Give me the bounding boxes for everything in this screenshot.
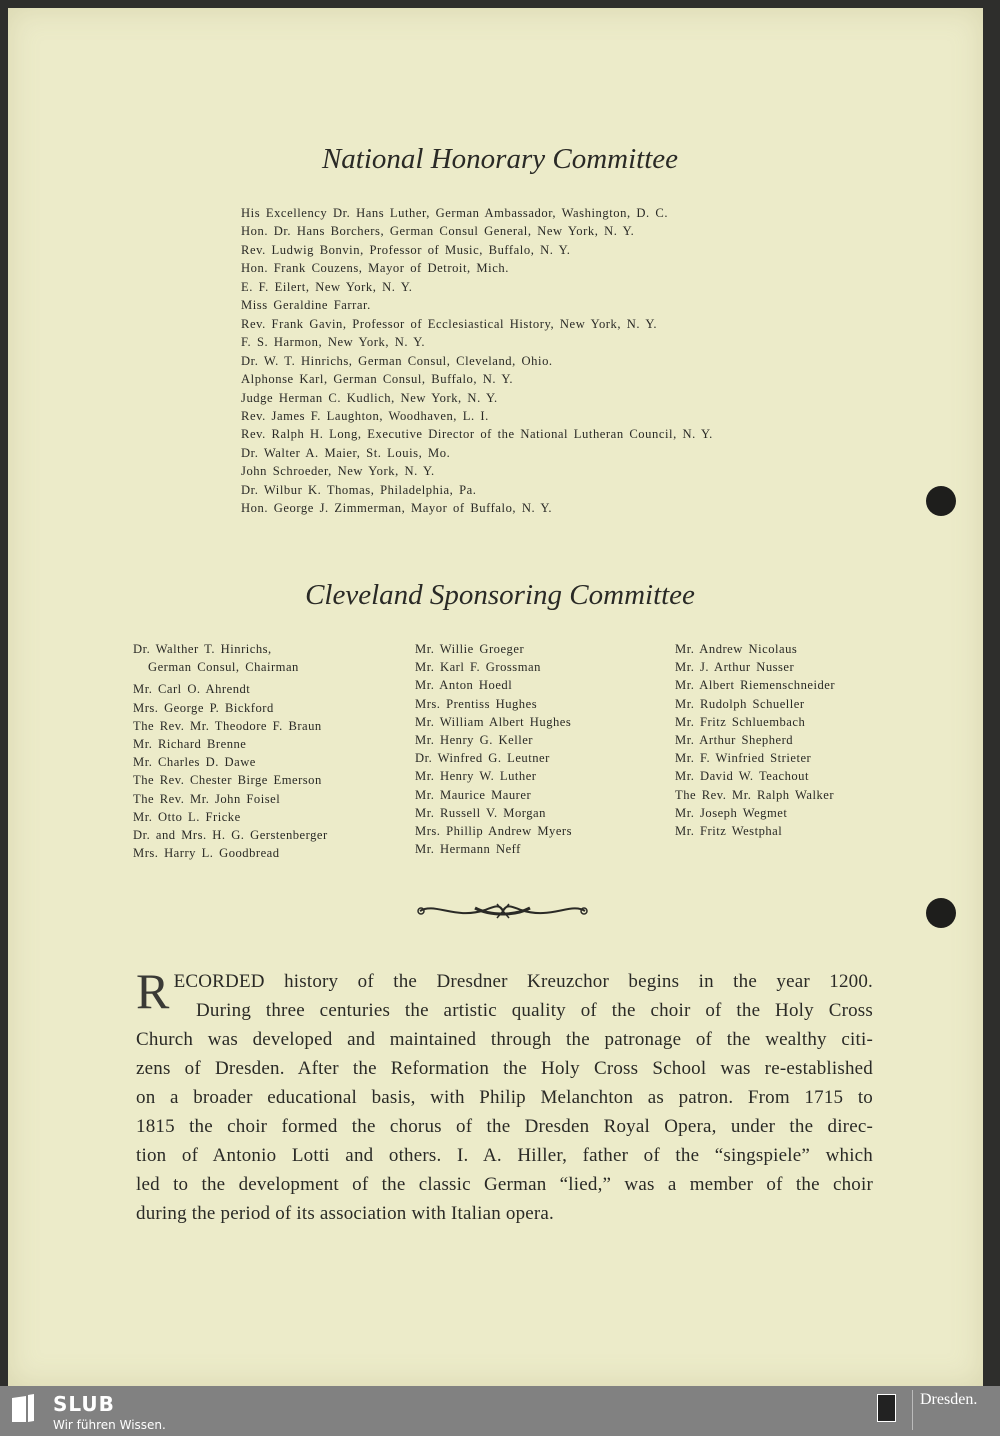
sponsor-member: Mr. Fritz Westphal	[675, 824, 783, 839]
committee-member: Miss Geraldine Farrar.	[241, 298, 371, 313]
sponsor-member: Mr. Maurice Maurer	[415, 787, 532, 802]
committee-member: Rev. Ludwig Bonvin, Professor of Music, Buffalo, N. Y.	[241, 242, 571, 257]
sponsor-member: The Rev. Mr. Ralph Walker	[675, 787, 835, 802]
paragraph-line: during the period of its association with Italian opera.	[136, 1203, 555, 1224]
sponsor-member: Mr. Willie Groeger	[415, 642, 525, 656]
sponsor-member: Mr. Albert Riemenschneider	[675, 678, 836, 693]
sponsor-member: The Rev. Chester Birge Emerson	[133, 773, 322, 788]
committee-member: Hon. George J. Zimmerman, Mayor of Buffalo, N. Y.	[241, 501, 553, 516]
national-committee-title: National Honorary Committee	[321, 143, 679, 175]
sponsor-member: Mr. William Albert Hughes	[415, 714, 572, 729]
chairman-role: German Consul, Chairman	[148, 660, 299, 675]
paragraph-line: 1815 the choir formed the chorus of the Dresden Royal Opera, under the direc-	[136, 1116, 873, 1137]
sponsor-member: Mr. Otto L. Fricke	[133, 809, 241, 824]
ornament-divider-icon	[415, 898, 590, 924]
committee-member: His Excellency Dr. Hans Luther, German Ambassador, Washington, D. C.	[241, 206, 669, 220]
paragraph-line: zens of Dresden. After the Reformation the Holy Cross School was re-established	[136, 1058, 873, 1079]
paragraph-line: Church was developed and maintained through the patronage of the wealthy citi-	[136, 1029, 873, 1050]
sponsor-member: Mr. Hermann Neff	[415, 842, 521, 857]
sponsor-member: Mr. David W. Teachout	[675, 769, 809, 784]
committee-member: Hon. Frank Couzens, Mayor of Detroit, Mich.	[241, 261, 509, 276]
sponsor-member: Mr. Andrew Nicolaus	[675, 642, 798, 656]
chairman-name: Dr. Walther T. Hinrichs,	[133, 642, 272, 656]
sponsor-member: The Rev. Mr. Theodore F. Braun	[133, 718, 322, 733]
sponsor-column-1	[133, 640, 328, 862]
sponsor-member: Dr. and Mrs. H. G. Gerstenberger	[133, 828, 328, 843]
sponsor-member: Mr. J. Arthur Nusser	[675, 660, 795, 675]
sponsor-member: Mr. Karl F. Grossman	[415, 660, 541, 675]
sponsor-member: Dr. Winfred G. Leutner	[415, 751, 550, 766]
committee-member: E. F. Eilert, New York, N. Y.	[241, 279, 413, 294]
slub-logo[interactable]: SLUB	[53, 1392, 115, 1416]
committee-member: John Schroeder, New York, N. Y.	[241, 464, 435, 479]
paragraph-line: tion of Antonio Lotti and others. I. A. Hiller, father of the “singspiele” which	[136, 1145, 873, 1166]
sponsor-member: Mr. Anton Hoedl	[415, 678, 513, 693]
footer-bar	[0, 1386, 1000, 1436]
paragraph-line: During three centuries the artistic quality of the choir of the Holy Cross	[196, 1000, 873, 1021]
sponsor-member: Mrs. Prentiss Hughes	[415, 696, 538, 711]
sponsor-member: Mr. Russell V. Morgan	[415, 805, 546, 820]
punch-hole	[926, 898, 956, 928]
committee-member: F. S. Harmon, New York, N. Y.	[241, 335, 426, 350]
dresden-crest-icon	[877, 1394, 896, 1422]
committee-member: Dr. Walter A. Maier, St. Louis, Mo.	[241, 445, 451, 460]
sponsor-member: Mr. Arthur Shepherd	[675, 733, 794, 748]
sponsor-column-3	[675, 640, 835, 840]
sponsor-member: Mr. Henry G. Keller	[415, 733, 533, 748]
national-committee-list	[241, 204, 713, 518]
committee-member: Rev. Ralph H. Long, Executive Director of the National Lutheran Council, N. Y.	[241, 427, 713, 442]
sponsor-member: The Rev. Mr. John Foisel	[133, 791, 281, 806]
sponsor-column-2	[415, 640, 572, 858]
paragraph-line: ECORDED history of the Dresdner Kreuzchor begins in the year 1200.	[173, 971, 873, 992]
cleveland-committee-title: Cleveland Sponsoring Committee	[305, 579, 695, 611]
committee-member: Rev. Frank Gavin, Professor of Ecclesiastical History, New York, N. Y.	[241, 316, 658, 331]
slub-book-icon	[10, 1394, 38, 1424]
history-paragraph	[136, 963, 873, 1228]
committee-member: Hon. Dr. Hans Borchers, German Consul General, New York, N. Y.	[241, 224, 635, 239]
paragraph-line: led to the development of the classic German “lied,” was a member of the choir	[136, 1174, 873, 1195]
paragraph-line: on a broader educational basis, with Philip Melanchton as patron. From 1715 to	[136, 1087, 873, 1108]
committee-member: Alphonse Karl, German Consul, Buffalo, N. Y.	[241, 372, 514, 387]
sponsor-member: Mr. Henry W. Luther	[415, 769, 537, 784]
sponsor-member: Mr. Richard Brenne	[133, 737, 247, 752]
sponsor-member: Mr. Carl O. Ahrendt	[133, 682, 251, 697]
committee-member: Dr. Wilbur K. Thomas, Philadelphia, Pa.	[241, 482, 477, 497]
slub-tagline: Wir führen Wissen.	[53, 1418, 166, 1432]
drop-cap: R	[136, 963, 170, 1019]
sponsor-member: Mr. Joseph Wegmet	[675, 805, 788, 820]
committee-member: Rev. James F. Laughton, Woodhaven, L. I.	[241, 408, 489, 423]
sponsor-member: Mrs. Phillip Andrew Myers	[415, 824, 573, 839]
divider	[912, 1390, 913, 1430]
sponsor-member: Mr. Fritz Schluembach	[675, 714, 806, 729]
committee-member: Judge Herman C. Kudlich, New York, N. Y.	[241, 390, 498, 405]
sponsor-member: Mr. F. Winfried Strieter	[675, 751, 812, 766]
dresden-logo[interactable]: Dresden.	[920, 1391, 978, 1408]
punch-hole	[926, 486, 956, 516]
sponsor-member: Mr. Rudolph Schueller	[675, 696, 805, 711]
sponsor-member: Mrs. George P. Bickford	[133, 700, 274, 715]
sponsor-member: Mrs. Harry L. Goodbread	[133, 846, 280, 861]
sponsor-member: Mr. Charles D. Dawe	[133, 755, 256, 770]
committee-member: Dr. W. T. Hinrichs, German Consul, Cleveland, Ohio.	[241, 353, 553, 368]
